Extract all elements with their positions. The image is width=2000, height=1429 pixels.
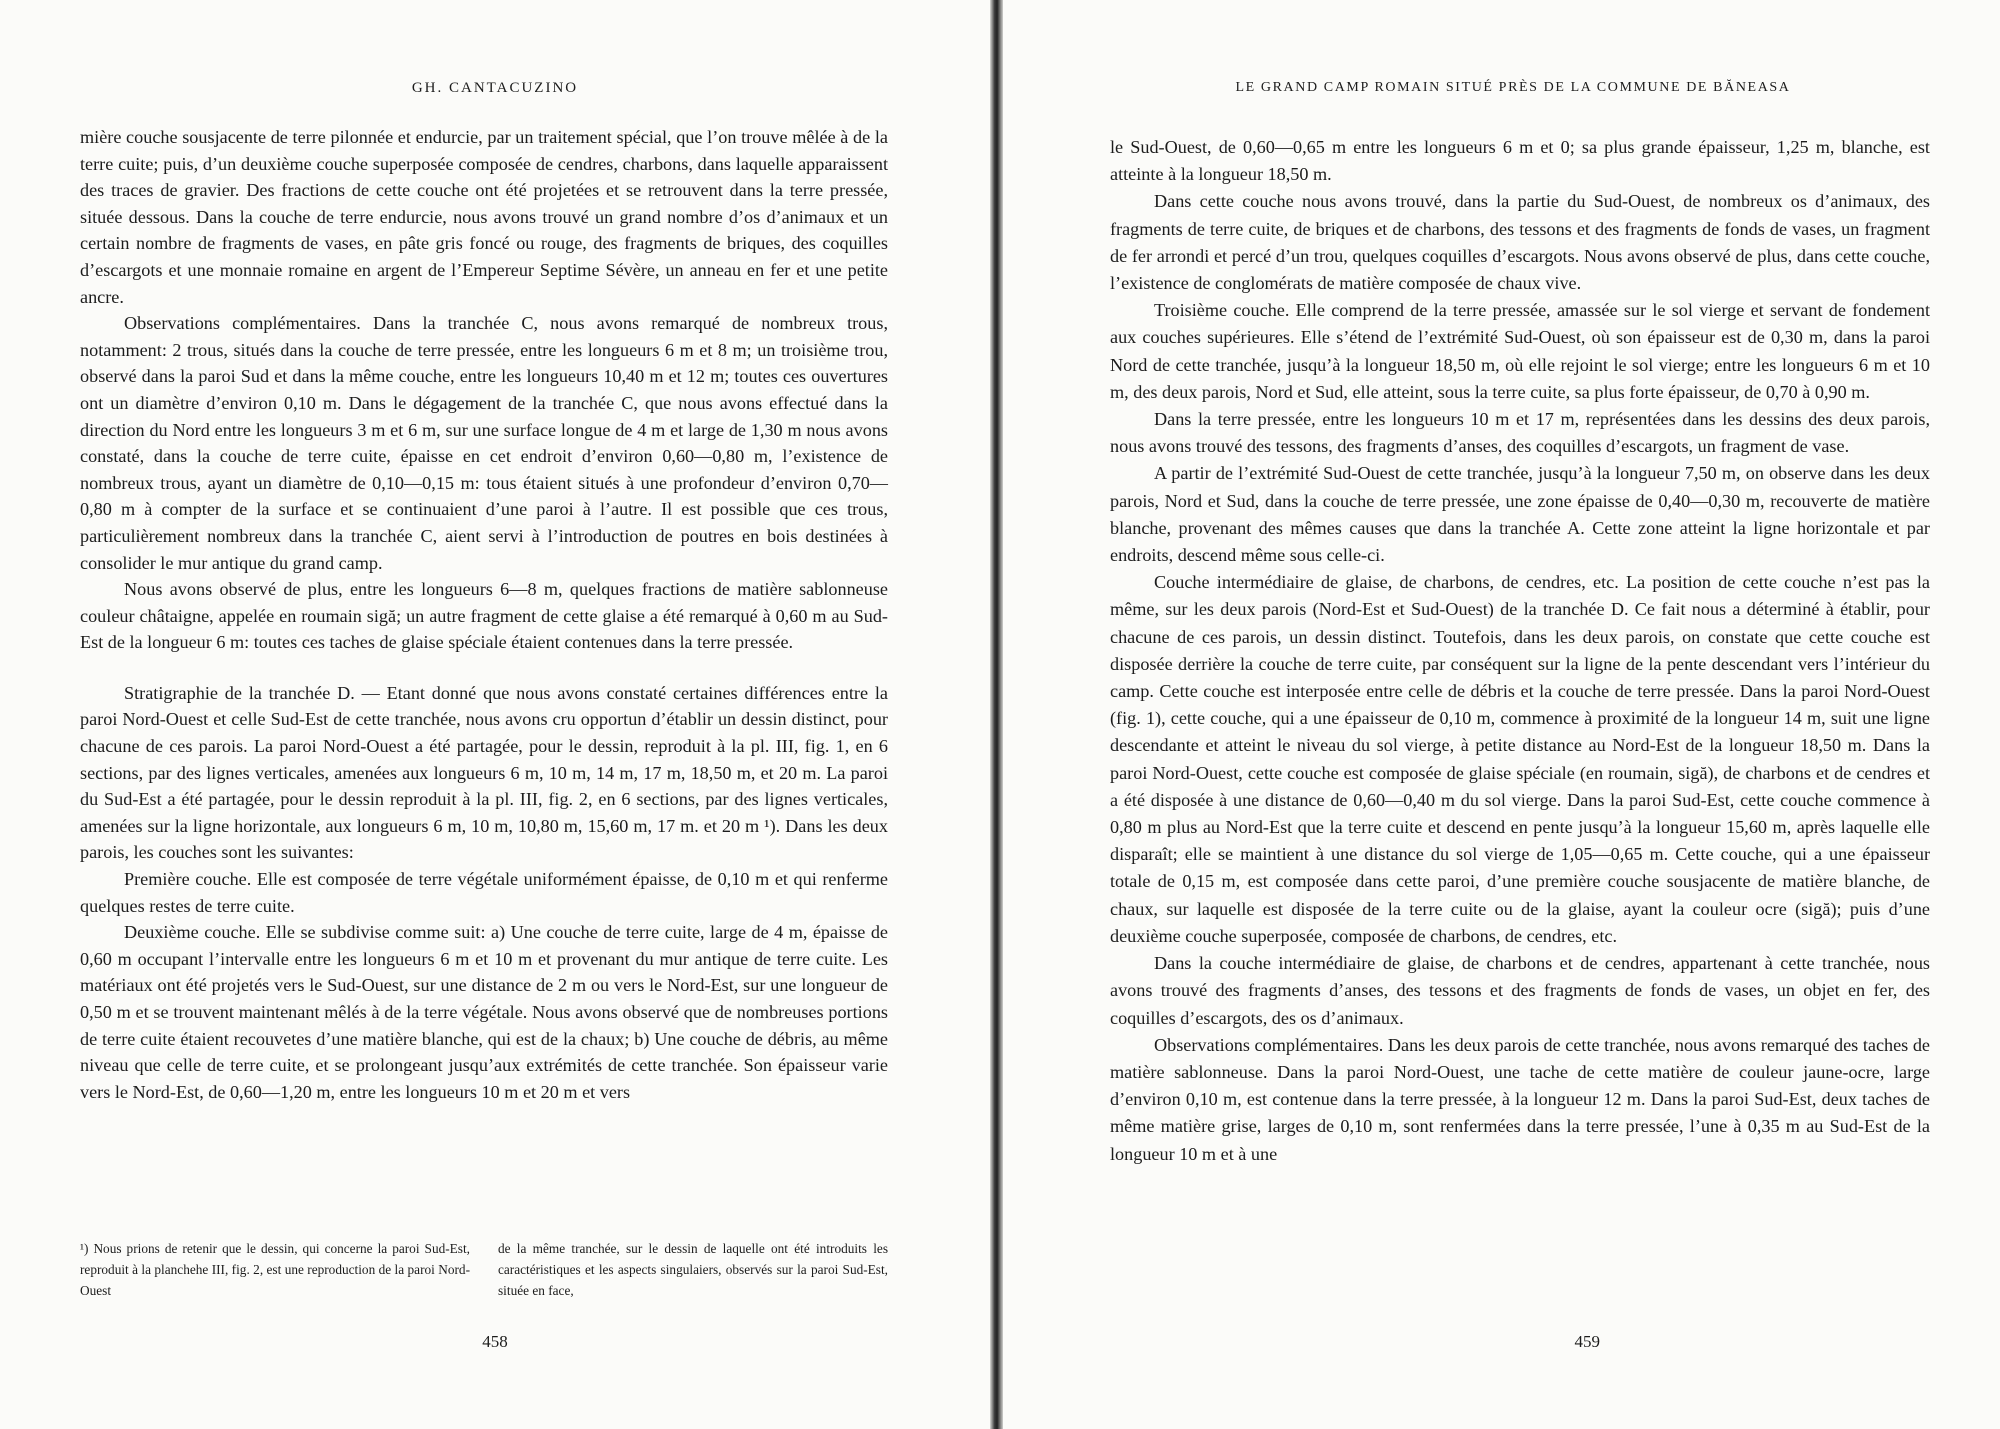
paragraph: Stratigraphie de la tranchée D. — Etant donné que nous avons constaté certaines différences entre la paroi Nord-Ouest et celle Sud-Est de cette tranchée, nous avons cru opportun d’établir un dessin distinct, pour chacune de ces parois. La paroi Nord-Ouest a été partagée, pour le dessin, reproduit à la pl. III, fig. 1, en 6 sections, par des lignes verticales, amenées aux longueurs 6 m, 10 m, 14 m, 17 m, 18,50 m, et 20 m. La paroi du Sud-Est a été partagée, pour le dessin reproduit à la pl. III, fig. 2, en 6 sections, par des lignes verticales, amenées sur la ligne horizontale, aux longueurs 6 m, 10 m, 10,80 m, 15,60 m, 17 m. et 20 m ¹). Dans les deux parois, les couches sont les suivantes:: [80, 682, 888, 863]
footnote-column: de la même tranchée, sur le dessin de laquelle ont été introduits les caractéristiques et les aspects singulaiers, observés sur la paroi Sud-Est, située en face,: [498, 1241, 888, 1298]
paragraph: Deuxième couche. Elle se subdivise comme suit: a) Une couche de terre cuite, large de 4 m, épaisse de 0,60 m occupant l’intervalle entre les longueurs 6 m et 10 m et provenant du mur antique de terre cuite. Les matériaux ont été projetés vers le Sud-Ouest, sur une distance de 2 m ou vers le Nord-Est, sur une longueur de 0,50 m et se trouvent maintenant mêlés à de la terre végétale. Nous avons observé que de nombreuses portions de terre cuite étaient recouvetes d’une matière blanche, qui est de la chaux; b) Une couche de débris, au même niveau que celle de terre cuite, et se prolongeant jusqu’aux extrémités de cette tranchée. Son épaisseur varie vers le Nord-Est, de 0,60—1,20 m, entre les longueurs 10 m et 20 m et vers: [80, 922, 888, 1102]
paragraph: Première couche. Elle est composée de terre végétale uniformément épaisse, de 0,10 m et qui renferme quelques restes de terre cuite.: [80, 869, 888, 916]
page-number: 459: [1574, 1332, 1600, 1351]
right-page: [1003, 0, 2000, 1429]
paragraph: Couche intermédiaire de glaise, de charbons, de cendres, etc. La position de cette couche n’est pas la même, sur les deux parois (Nord-Est et Sud-Ouest) de la tranchée D. Ce fait nous a déterminé à établir, pour chacune de ces parois, un dessin distinct. Toutefois, dans les deux parois, on constate que cette couche est disposée derrière la couche de terre cuite, par conséquent sur la ligne de la pente descendant vers l’intérieur du camp. Cette couche est interposée entre celle de débris et la couche de terre pressée. Dans la paroi Nord-Ouest (fig. 1), cette couche, qui a une épaisseur de 0,10 m, commence à proximité de la longueur 14 m, suit une ligne descendante et atteint le niveau du sol vierge, à petite distance au Nord-Est de la longueur 18,50 m. Dans la paroi Nord-Ouest, cette couche est composée de glaise spéciale (en roumain, sigă), de charbons et de cendres et a été disposée à une distance de 0,60—0,40 m du sol vierge. Dans la paroi Sud-Est, cette couche commence à 0,80 m plus au Nord-Est que la terre cuite et descend en pente jusqu’à la longueur 15,60 m, après laquelle elle disparaît; elle se maintient à une distance du sol vierge de 1,05—0,65 m. Cette couche, qui a une épaisseur totale de 0,15 m, est composée dans cette paroi, d’une première couche sousjacente de matière blanche, de chaux, sur laquelle est disposée de la terre cuite ou de la glaise, ayant la couleur ocre (sigă); puis d’une deuxième couche superposée, composée de charbons, de cendres, etc.: [1110, 572, 1930, 946]
footnotes: [80, 1238, 888, 1301]
footnote-column: ¹) Nous prions de retenir que le dessin, qui concerne la paroi Sud-Est, reproduit à la planchehe III, fig. 2, est une reproduction de la paroi Nord-Ouest: [80, 1241, 470, 1298]
paragraph: Observations complémentaires. Dans les deux parois de cette tranchée, nous avons remarqué des taches de matière sablonneuse. Dans la paroi Nord-Ouest, une tache de cette matière de couleur jaune-ocre, large d’environ 0,10 m, est contenue dans la terre pressée, à la longueur 12 m. Dans la paroi Sud-Est, deux taches de même matière grise, larges de 0,10 m, sont renfermées dans la terre pressée, l’une à 0,35 m au Sud-Est de la longueur 10 m et à une: [1110, 1034, 1930, 1164]
book-gutter: [990, 0, 1003, 1429]
running-head: GH. CANTACUZINO: [411, 80, 579, 96]
left-page: [0, 0, 990, 1429]
body-text: [1110, 134, 1930, 1168]
paragraph: le Sud-Ouest, de 0,60—0,65 m entre les longueurs 6 m et 0; sa plus grande épaisseur, 1,25 m, blanche, est atteinte à la longueur 18,50 m.: [1110, 137, 1930, 185]
running-head: LE GRAND CAMP ROMAIN SITUÉ PRÈS DE LA COMMUNE DE BĂNEASA: [1235, 80, 1791, 95]
paragraph: Dans la couche intermédiaire de glaise, de charbons et de cendres, appartenant à cette tranchée, nous avons trouvé des fragments d’anses, des tessons et des fragments de fonds de vases, un objet en fer, des coquilles d’escargots, des os d’animaux.: [1110, 953, 1930, 1028]
paragraph: mière couche sousjacente de terre pilonnée et endurcie, par un traitement spécial, que l’on trouve mêlée à de la terre cuite; puis, d’un deuxième couche superposée composée de cendres, charbons, dans laquelle apparaissent des traces de gravier. Des fractions de cette couche ont été projetées et se retrouvent dans la terre pressée, située dessous. Dans la couche de terre endurcie, nous avons trouvé un grand nombre d’os d’animaux et un certain nombre de fragments de vases, en pâte gris foncé ou rouge, des fragments de briques, des coquilles d’escargots et une monnaie romaine en argent de l’Empereur Septime Sévère, un anneau en fer et une petite ancre.: [80, 127, 888, 307]
paragraph: Observations complémentaires. Dans la tranchée C, nous avons remarqué de nombreux trous, notamment: 2 trous, situés dans la couche de terre pressée, entre les longueurs 6 m et 8 m; un troisième trou, observé dans la paroi Sud et dans la même couche, entre les longueurs 10,40 m et 12 m; toutes ces ouvertures ont un diamètre d’environ 0,10 m. Dans le dégagement de la tranchée C, que nous avons effectué dans la direction du Nord entre les longueurs 3 m et 6 m, sur une surface longue de 4 m et large de 1,30 m nous avons constaté, dans la couche de terre cuite, épaisse en cet endroit d’environ 0,60—0,80 m, l’existence de nombreux trous, ayant un diamètre de 0,10—0,15 m: tous étaient situés à une profondeur d’environ 0,70—0,80 m à compter de la surface et se continuaient d’une paroi à l’autre. Il est possible que ces trous, particulièrement nombreux dans la tranchée C, aient servi à l’introduction de poutres en bois destinées à consolider le mur antique du grand camp.: [80, 313, 888, 573]
paragraph: Troisième couche. Elle comprend de la terre pressée, amassée sur le sol vierge et servant de fondement aux couches supérieures. Elle s’étend de l’extrémité Sud-Ouest, où son épaisseur est de 0,30 m, dans la paroi Nord de cette tranchée, jusqu’à la longueur 18,50 m, où elle rejoint le sol vierge; entre les longueurs 6 m et 10 m, des deux parois, Nord et Sud, elle atteint, sous la terre cuite, sa plus forte épaisseur, de 0,70 à 0,90 m.: [1110, 300, 1930, 402]
page-number: 458: [482, 1332, 508, 1351]
paragraph: A partir de l’extrémité Sud-Ouest de cette tranchée, jusqu’à la longueur 7,50 m, on observe dans les deux parois, Nord et Sud, dans la couche de terre pressée, une zone épaisse de 0,40—0,30 m, recouverte de matière blanche, provenant des mêmes causes que dans la tranchée A. Cette zone atteint la ligne horizontale et par endroits, descend même sous celle-ci.: [1110, 463, 1930, 566]
body-text: [80, 124, 888, 1105]
paragraph: Dans cette couche nous avons trouvé, dans la partie du Sud-Ouest, de nombreux os d’animaux, des fragments de terre cuite, de briques et de charbons, des tessons et des fragments de fonds de vases, un fragment de fer arrondi et percé d’un trou, quelques coquilles d’escargots. Nous avons observé de plus, dans cette couche, l’existence de conglomérats de matière composée de chaux vive.: [1110, 191, 1930, 294]
paragraph: Dans la terre pressée, entre les longueurs 10 m et 17 m, représentées dans les dessins des deux parois, nous avons trouvé des tessons, des fragments d’anses, des coquilles d’escargots, un fragment de vase.: [1110, 409, 1930, 457]
paragraph: Nous avons observé de plus, entre les longueurs 6—8 m, quelques fractions de matière sablonneuse couleur châtaigne, appelée en roumain sigă; un autre fragment de cette glaise a été remarqué à 0,60 m au Sud-Est de la longueur 6 m: toutes ces taches de glaise spéciale étaient contenues dans la terre pressée.: [80, 579, 888, 653]
